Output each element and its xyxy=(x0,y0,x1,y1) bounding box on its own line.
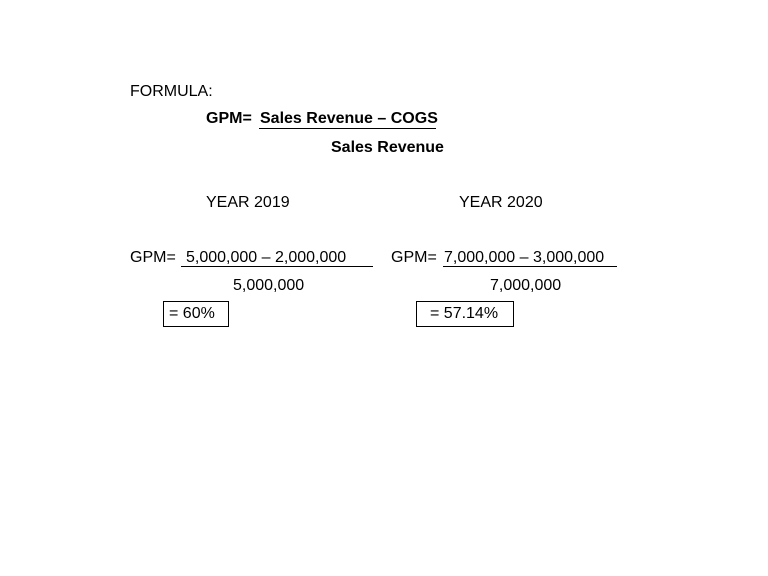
year-2019-fraction-bar xyxy=(181,266,373,267)
year-2020-title: YEAR 2020 xyxy=(459,194,543,211)
year-2020-fraction-bar xyxy=(443,266,617,267)
year-2019-numerator: 5,000,000 – 2,000,000 xyxy=(186,249,347,266)
year-2019-title: YEAR 2019 xyxy=(206,194,290,211)
year-2020-numerator: 7,000,000 – 3,000,000 xyxy=(444,249,605,266)
year-2020-result: = 57.14% xyxy=(430,305,499,322)
formula-numerator: Sales Revenue – COGS xyxy=(260,110,438,127)
formula-fraction-bar xyxy=(259,128,436,129)
year-2020-result-box xyxy=(416,301,514,327)
formula-denominator: Sales Revenue xyxy=(331,139,444,156)
year-2020-denominator: 7,000,000 xyxy=(490,277,562,294)
year-2019-lhs: GPM= xyxy=(130,249,176,266)
year-2019-denominator: 5,000,000 xyxy=(233,277,305,294)
formula-heading: FORMULA: xyxy=(130,83,213,100)
year-2019-result: = 60% xyxy=(169,305,215,322)
formula-lhs: GPM= xyxy=(206,110,252,127)
year-2019-result-box xyxy=(163,301,229,327)
year-2020-lhs: GPM= xyxy=(391,249,437,266)
